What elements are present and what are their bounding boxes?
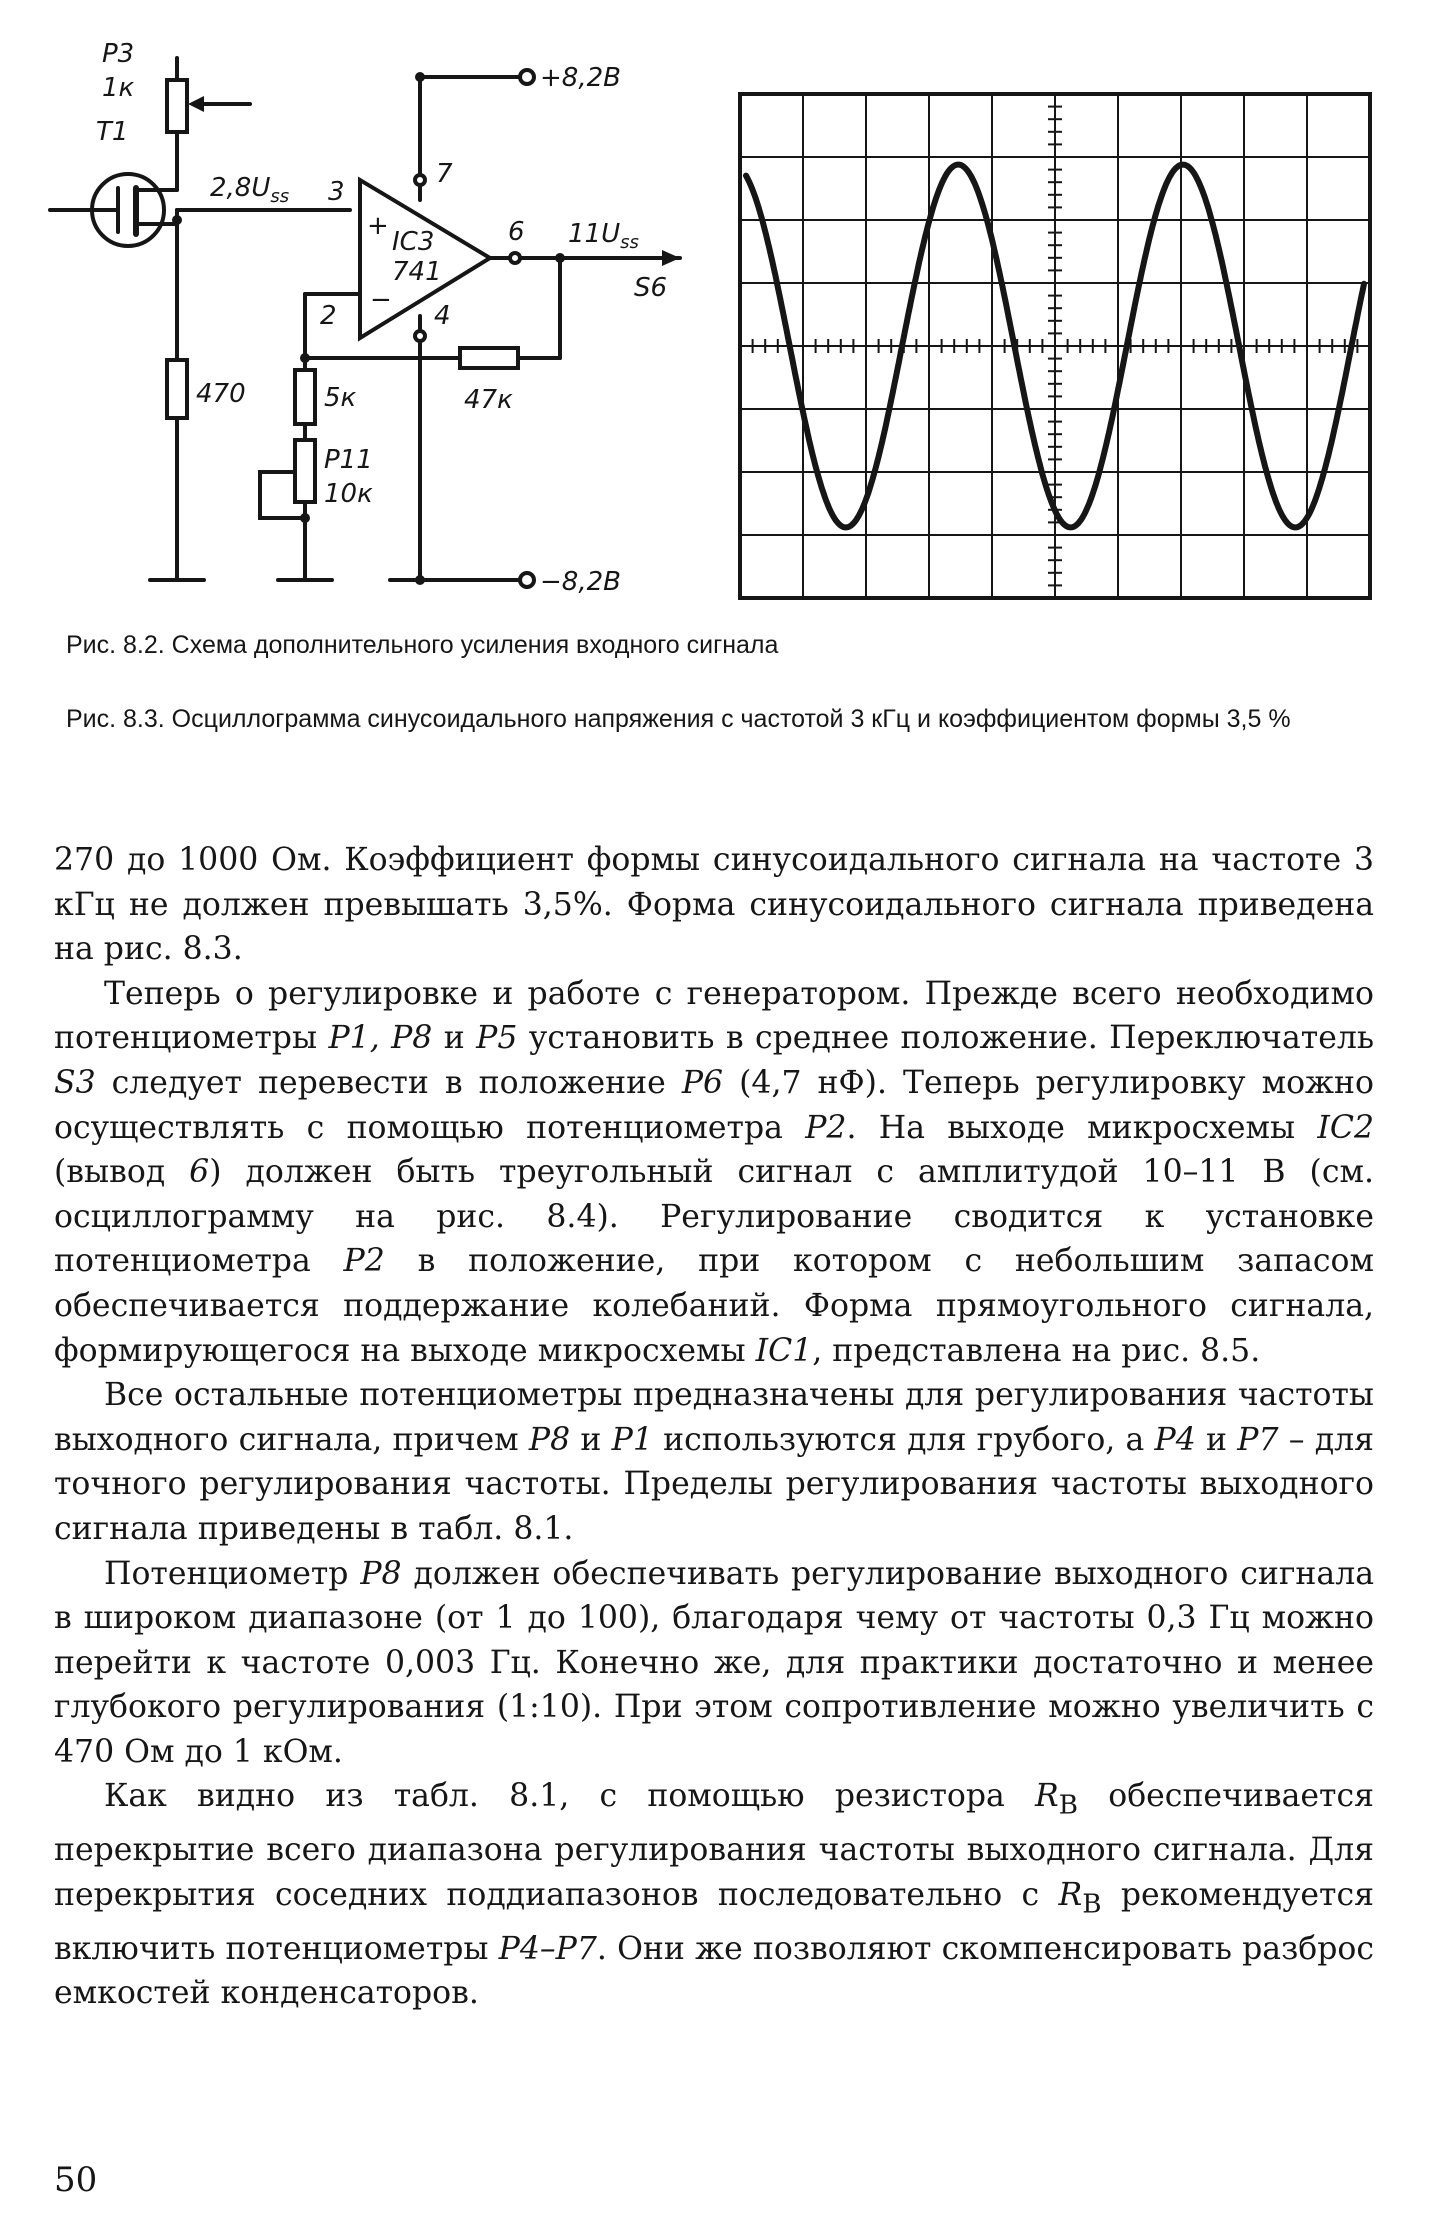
label-output-name: S6 xyxy=(634,273,668,303)
label-pin4: 4 xyxy=(434,301,451,331)
label-p11: P11 xyxy=(324,445,373,475)
label-p3: P3 xyxy=(102,39,135,69)
label-minus: − xyxy=(370,285,392,315)
label-plus: + xyxy=(367,211,389,241)
label-ic: IC3 xyxy=(392,227,435,257)
label-input-voltage: $2,8U_{ss}$ xyxy=(210,173,290,207)
caption-fig-8-2: Рис. 8.2. Схема дополнительного усиления входного сигнала xyxy=(66,631,779,659)
label-pin3: 3 xyxy=(328,177,345,207)
label-vplus: +8,2В xyxy=(540,63,621,93)
paragraph-3: Все остальные потенциометры предназначены для регулирования частоты выходного сигнала, причем P8 и P1 используются для грубого, а P4 и P7 – для точного регулирования частоты. Пределы регулирования частоты выходного сигнала приведены в табл. 8.1. xyxy=(54,1377,1375,1547)
paragraph-4: Потенциометр P8 должен обеспечивать регулирование выходного сигнала в широком диапазоне (от 1 до 100), благодаря чему от частоты 0,3 Гц можно перейти к частоте 0,003 Гц. Конечно же, для практики достаточно и менее глубокого регулирования (1:10). При этом сопротивление можно увеличить с 470 Ом до 1 кОм. xyxy=(54,1555,1374,1770)
label-r470: 470 xyxy=(196,379,246,409)
circuit-schematic xyxy=(40,20,690,600)
label-t1: T1 xyxy=(96,117,129,147)
label-p11-value: 10к xyxy=(324,479,373,509)
label-pin7: 7 xyxy=(436,159,453,189)
label-output-voltage: $11U_{ss}$ xyxy=(568,219,639,253)
oscillogram xyxy=(738,92,1372,600)
label-r5k: 5к xyxy=(324,383,357,413)
label-pin2: 2 xyxy=(320,301,337,331)
page-number: 50 xyxy=(54,2160,98,2200)
label-r47k: 47к xyxy=(464,385,513,415)
body-text xyxy=(54,838,1374,2016)
label-ic-type: 741 xyxy=(392,257,442,287)
paragraph-1: 270 до 1000 Ом. Коэффициент формы синусоидального сигнала на частоте 3 кГц не должен превышать 3,5%. Форма синусоидального сигнала приведена на рис. 8.3. xyxy=(54,842,1374,968)
paragraph-2: Теперь о регулировке и работе с генератором. Прежде всего необходимо потенциометры P1, P8 и P5 установить в среднее положение. Переключатель S3 следует перевести в положение P6 (4,7 нФ). Теперь регулировку можно осуществлять с помощью потенциометра P2. На выходе микросхемы IC2 (вывод 6) должен быть треугольный сигнал с амплитудой 10–11 В (см. осциллограмму на рис. 8.4). Регулирование сводится к установке потенциометра P2 в положение, при котором с небольшим запасом обеспечивается поддержание колебаний. Форма прямоугольного сигнала, формирующегося на выходе микросхемы IC1, представлена на рис. 8.5. xyxy=(54,975,1375,1369)
label-p3-value: 1к xyxy=(102,73,135,103)
label-pin6: 6 xyxy=(508,217,525,247)
caption-fig-8-3: Рис. 8.3. Осциллограмма синусоидального напряжения с частотой 3 кГц и коэффициентом формы 3,5 % xyxy=(66,705,1291,733)
figures xyxy=(0,0,1434,620)
paragraph-5: Как видно из табл. 8.1, с помощью резистора $R_B$ обеспечивается перекрытие всего диапазона регулирования частоты выходного сигнала. Для перекрытия соседних поддиапазонов последовательно с $R_B$ рекомендуется включить потенциометры P4–P7. Они же позволяют скомпенсировать разброс емкостей конденсаторов. xyxy=(54,1778,1375,2012)
label-vminus: −8,2В xyxy=(540,567,621,597)
